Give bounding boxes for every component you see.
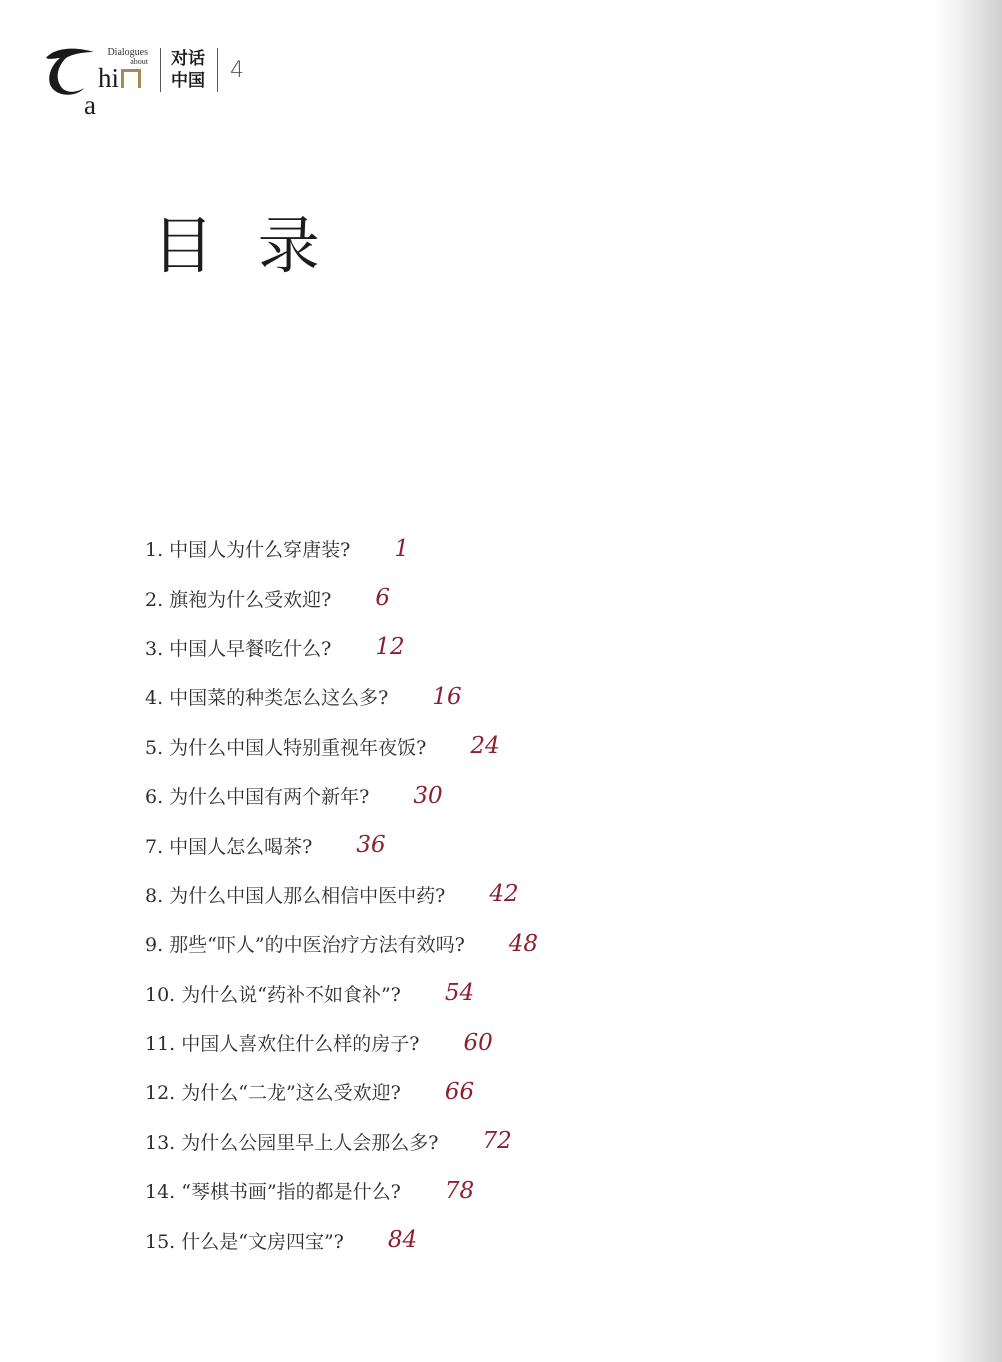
toc-entry[interactable] [145, 524, 845, 573]
toc-entry-page: 24 [470, 733, 500, 760]
toc-entry-title: 2. 旗袍为什么受欢迎? [145, 588, 332, 611]
toc-entry-page: 60 [463, 1029, 493, 1056]
toc-entry-page: 1 [394, 535, 409, 562]
toc-entry-title: 3. 中国人早餐吃什么? [145, 637, 332, 660]
toc-entry-title: 14. “琴棋书画”指的都是什么? [145, 1181, 401, 1204]
toc-entry-page: 12 [375, 634, 405, 661]
toc-entry[interactable] [145, 1117, 845, 1166]
toc-entry-title: 15. 什么是“文房四宝”? [145, 1230, 344, 1253]
toc-entry[interactable] [145, 573, 845, 622]
toc-entry[interactable] [145, 623, 845, 672]
running-header [44, 44, 244, 120]
toc-entry[interactable] [145, 672, 845, 721]
toc-entry[interactable] [145, 820, 845, 869]
toc-entry[interactable] [145, 1166, 845, 1215]
series-logo [44, 44, 152, 120]
toc-entry[interactable] [145, 1215, 845, 1264]
toc-entry-title: 11. 中国人喜欢住什么样的房子? [145, 1033, 420, 1056]
toc-entry[interactable] [145, 1067, 845, 1116]
toc-title: 目 录 [152, 209, 332, 282]
series-title-line2: 中国 [171, 71, 205, 91]
page-number: 4 [230, 57, 244, 83]
toc-entry-title: 6. 为什么中国有两个新年? [145, 786, 370, 809]
toc-entry-page: 36 [356, 832, 386, 859]
toc-entry-title: 9. 那些“吓人”的中医治疗方法有效吗? [145, 934, 465, 957]
toc-entry-page: 48 [508, 930, 539, 957]
toc-list [145, 524, 845, 1265]
toc-entry-title: 13. 为什么公园里早上人会那么多? [145, 1131, 439, 1154]
header-divider [160, 48, 161, 92]
toc-entry-title: 12. 为什么“二龙”这么受欢迎? [145, 1082, 401, 1105]
toc-entry-page: 16 [432, 683, 462, 710]
series-title-line1: 对话 [171, 49, 205, 69]
toc-entry[interactable] [145, 771, 845, 820]
toc-entry-title: 5. 为什么中国人特别重视年夜饭? [145, 736, 427, 759]
toc-entry-page: 54 [444, 980, 475, 1007]
toc-entry[interactable] [145, 1018, 845, 1067]
series-title [171, 48, 211, 92]
toc-entry-page: 78 [444, 1177, 475, 1204]
page-edge-shadow [932, 0, 1002, 1362]
logo-word: hia [84, 65, 152, 119]
toc-entry-title: 10. 为什么说“药补不如食补”? [145, 983, 401, 1006]
toc-entry-page: 84 [387, 1227, 418, 1254]
toc-entry-title: 1. 中国人为什么穿唐装? [145, 539, 351, 562]
toc-entry[interactable] [145, 919, 845, 968]
header-divider [217, 48, 218, 92]
toc-entry-page: 66 [444, 1078, 475, 1105]
toc-entry-page: 42 [489, 881, 519, 908]
toc-entry-page: 30 [413, 782, 443, 809]
gate-icon [121, 69, 141, 88]
toc-entry-title: 4. 中国菜的种类怎么这么多? [145, 687, 389, 710]
toc-entry-title: 7. 中国人怎么喝茶? [145, 835, 313, 858]
toc-entry[interactable] [145, 870, 845, 919]
logo-subtitle-line2: about [130, 57, 148, 66]
toc-entry-page: 6 [375, 585, 390, 612]
toc-entry-page: 72 [482, 1128, 512, 1155]
logo-subtitle-line1: Dialogues [107, 47, 148, 58]
toc-entry[interactable] [145, 722, 845, 771]
toc-entry[interactable] [145, 969, 845, 1018]
toc-entry-title: 8. 为什么中国人那么相信中医中药? [145, 884, 446, 907]
